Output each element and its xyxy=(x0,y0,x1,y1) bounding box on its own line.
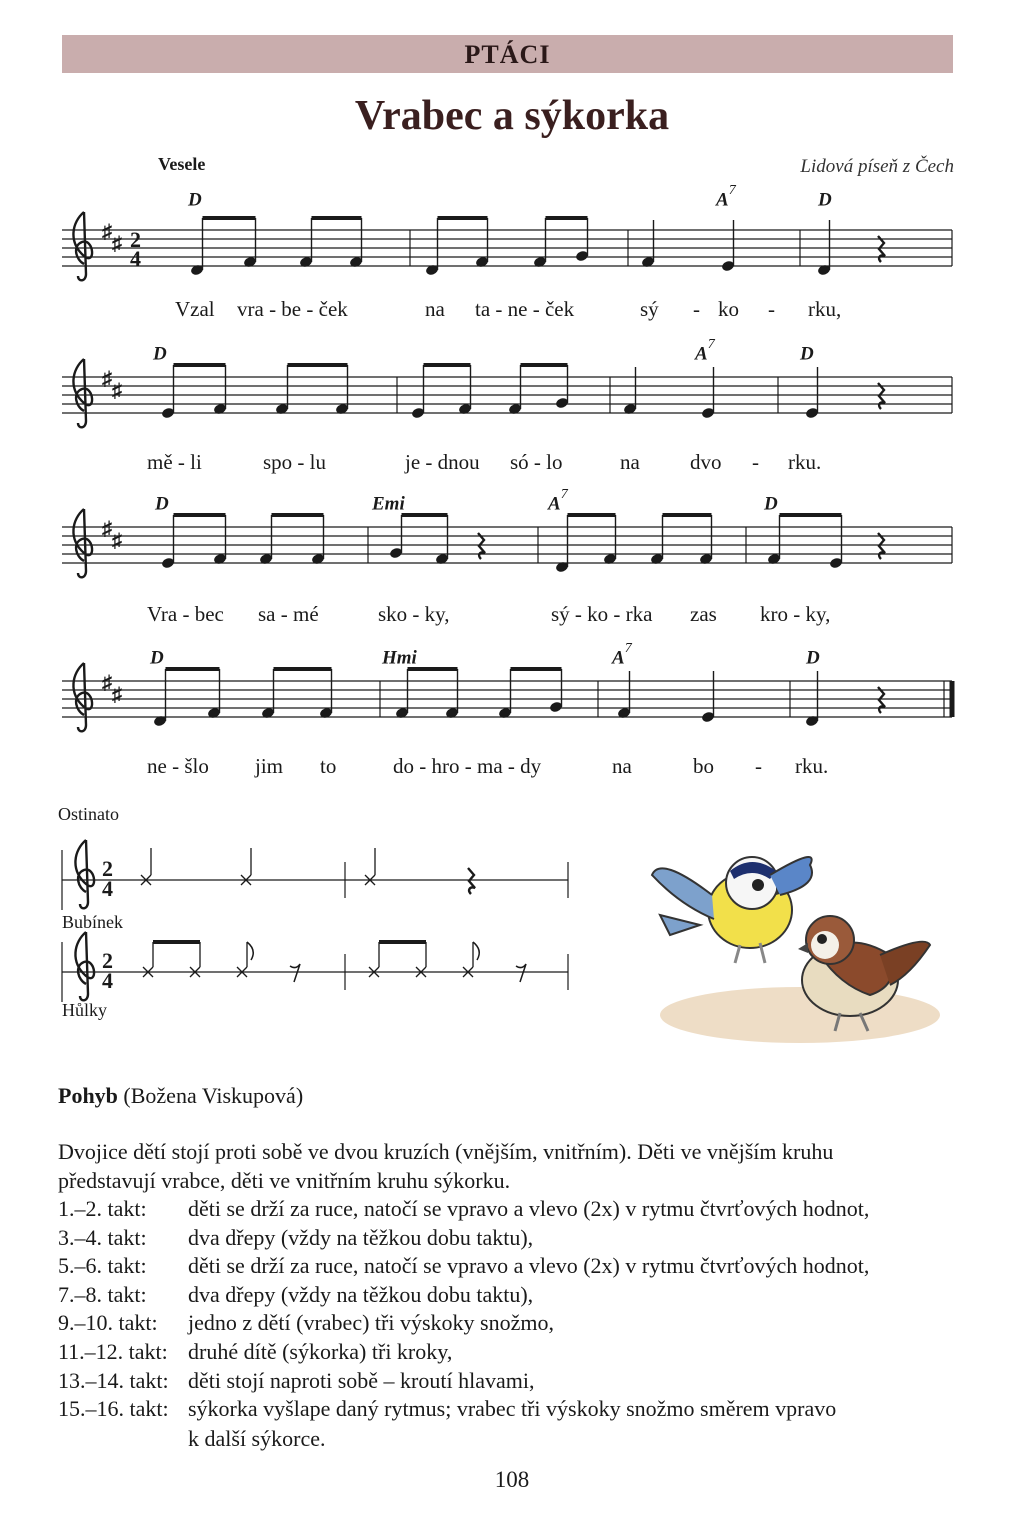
lyric-syllable: - xyxy=(768,297,775,321)
ostinato-label: Ostinato xyxy=(58,804,119,824)
section-title: PTÁCI xyxy=(464,40,551,69)
quarter-rest-icon xyxy=(468,868,475,894)
lyric-syllable: ne - šlo xyxy=(147,754,209,778)
lyric-syllable: - xyxy=(752,450,759,474)
chord-symbol: $A^7$ xyxy=(716,183,736,211)
sticks-label: Hůlky xyxy=(62,1000,107,1020)
lyric-syllable: na xyxy=(612,754,632,778)
time-signature: 4 xyxy=(102,968,113,993)
note-flag xyxy=(247,942,253,960)
chord-symbol: D xyxy=(153,343,167,365)
lyric-syllable: na xyxy=(620,450,640,474)
chord-symbol: D xyxy=(155,493,169,515)
sharp-icon: ♯ xyxy=(112,233,122,255)
sharp-icon: ♯ xyxy=(102,518,112,540)
lyric-syllable: na xyxy=(425,297,445,321)
chord-symbol: $A^7$ xyxy=(612,641,632,669)
quarter-rest-icon xyxy=(878,383,885,409)
lyric-syllable: vra - be - ček xyxy=(237,297,348,321)
chord-symbol: D xyxy=(818,189,832,211)
treble-clef-icon xyxy=(73,663,92,731)
lyric-syllable: bo xyxy=(693,754,714,778)
lyric-syllable: - xyxy=(755,754,762,778)
movement-heading xyxy=(58,1083,303,1109)
quarter-rest-icon xyxy=(878,687,885,713)
quarter-rest-icon xyxy=(878,236,885,262)
quarter-rest-icon xyxy=(478,533,485,559)
movement-title: Pohyb xyxy=(58,1083,118,1108)
lyric-syllable: rku. xyxy=(788,450,822,474)
chord-symbol: D xyxy=(188,189,202,211)
lyric-syllable: rku. xyxy=(795,754,829,778)
treble-clef-icon xyxy=(75,840,94,908)
drum-label: Bubínek xyxy=(62,912,123,932)
lyric-syllable: kro - ky, xyxy=(760,602,831,626)
time-signature: 4 xyxy=(102,876,113,901)
sharp-icon: ♯ xyxy=(102,672,112,694)
sharp-icon: ♯ xyxy=(102,368,112,390)
lyric-syllable: spo - lu xyxy=(263,450,326,474)
lyric-syllable: sý - ko - rka xyxy=(551,602,653,626)
sharp-icon: ♯ xyxy=(112,530,122,552)
lyric-syllable: to xyxy=(320,754,337,778)
tempo-marking: Vesele xyxy=(158,154,206,174)
treble-clef-icon xyxy=(73,509,92,577)
eighth-rest-icon xyxy=(290,964,300,982)
treble-clef-icon xyxy=(73,212,92,280)
movement-intro-line-2: představují vrabce, děti ve vnitřním kruhu sýkorku. xyxy=(58,1168,511,1193)
treble-clef-icon xyxy=(75,932,94,1000)
note-flag xyxy=(473,942,479,960)
sharp-icon: ♯ xyxy=(112,684,122,706)
lyric-syllable: só - lo xyxy=(510,450,563,474)
chord-symbol: Emi xyxy=(372,493,405,515)
page-number: 108 xyxy=(494,1467,530,1492)
chord-symbol: D xyxy=(800,343,814,365)
sharp-icon: ♯ xyxy=(102,221,112,243)
movement-intro-line-1: Dvojice dětí stojí proti sobě ve dvou kruzích (vnějším, vnitřním). Děti ve vnějším kruhu xyxy=(58,1139,834,1164)
lyric-syllable: jim xyxy=(255,754,284,778)
sparrow-and-tit-icon xyxy=(640,835,950,1050)
sharp-icon: ♯ xyxy=(112,380,122,402)
lyric-syllable: Vra - bec xyxy=(147,602,224,626)
chord-symbol: Hmi xyxy=(382,647,417,669)
time-signature: 2 xyxy=(130,227,141,252)
lyric-syllable: sa - mé xyxy=(258,602,319,626)
chord-symbol: D xyxy=(764,493,778,515)
lyric-syllable: do - hro - ma - dy xyxy=(393,754,542,778)
eighth-rest-icon xyxy=(516,964,526,982)
lyric-syllable: je - dnou xyxy=(405,450,480,474)
song-title: Vrabec a sýkorka xyxy=(354,93,670,139)
treble-clef-icon xyxy=(73,359,92,427)
lyric-syllable: rku, xyxy=(808,297,842,321)
lyric-syllable: ko xyxy=(718,297,739,321)
chord-symbol: $A^7$ xyxy=(695,337,715,365)
time-signature: 4 xyxy=(130,246,141,271)
lyric-syllable: dvo xyxy=(690,450,722,474)
quarter-rest-icon xyxy=(878,533,885,559)
time-signature: 2 xyxy=(102,856,113,881)
lyric-syllable: zas xyxy=(690,602,717,626)
lyric-syllable: Vzal xyxy=(175,297,215,321)
movement-author: (Božena Viskupová) xyxy=(123,1083,304,1108)
lyric-syllable: mě - li xyxy=(147,450,202,474)
chord-symbol: D xyxy=(806,647,820,669)
song-source: Lidová píseň z Čech xyxy=(800,156,954,177)
lyric-syllable: ta - ne - ček xyxy=(475,297,575,321)
tit-bird-icon xyxy=(652,857,812,963)
lyric-syllable: sko - ky, xyxy=(378,602,450,626)
chord-symbol: D xyxy=(150,647,164,669)
chord-symbol: $A^7$ xyxy=(548,487,568,515)
lyric-syllable: sý xyxy=(640,297,659,321)
lyric-syllable: - xyxy=(693,297,700,321)
time-signature: 2 xyxy=(102,948,113,973)
